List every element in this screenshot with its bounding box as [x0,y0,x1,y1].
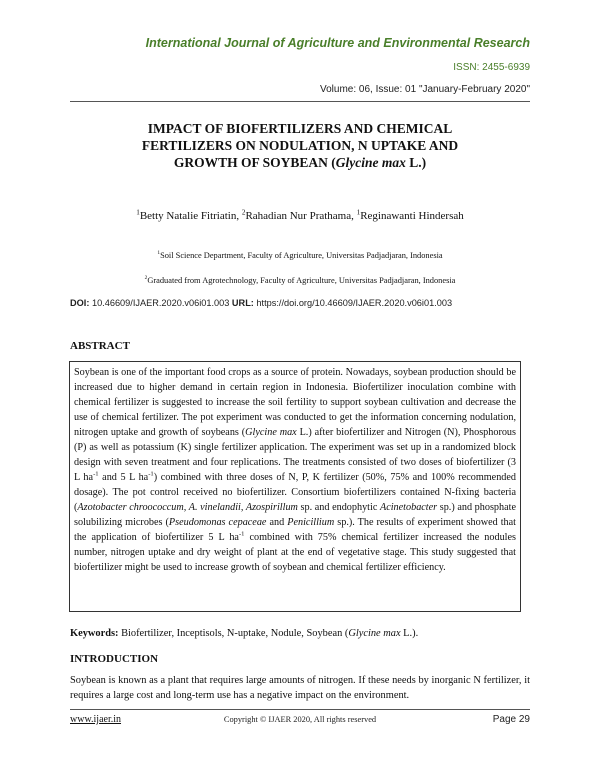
abstract-text: Soybean is one of the important food crops as a source of protein. Nowadays, soybean production should be increased due to higher demand in certain region in Indonesia. Biofertilizer inoculation combine with chemical fertilizer is suggested to increase the soil fertility to support soybean cultivation and decrease the use of chemical fertilizer. The pot experiment was conducted to get the information concerning nodulation, nitrogen uptake and growth of soybeans ( [74,367,516,438]
authors [70,210,530,222]
header-divider [70,101,530,102]
abstract-text: and 5 L ha [98,472,149,483]
author-sup: 1 [136,208,140,217]
abstract-heading: ABSTRACT [70,340,130,352]
introduction-text: Soybean is known as a plant that requires large amounts of nitrogen. If these needs by inorganic N fertilizer, it requires a large cost and long-term use has a negative impact on the environment. [70,675,530,701]
abstract-text: sp. and endophytic [297,502,380,513]
abstract-species: Acinetobacter [379,502,438,513]
title-line-1: IMPACT OF BIOFERTILIZERS AND CHEMICAL [147,121,453,136]
abstract-text: combined with 75% chemical fertilizer increased the nodules number, nitrogen uptake and dry weight of plant at the end of vegetative stage. This study suggested that biofertilizer might be used to increase growth of soybean and chemical fertilizer efficiency. [74,532,516,573]
affiliation-sup: 1 [157,250,161,257]
keywords-label: Keywords: [70,628,119,639]
doi-label: DOI: [70,298,90,308]
abstract-sup: -1 [238,530,245,538]
article-title [100,120,500,171]
website-link[interactable]: www.ijaer.in [70,714,122,725]
abstract-sup: -1 [148,470,154,478]
abstract-text: sp.) and phosphate solubilizing microbes ( [74,502,516,528]
abstract-species: Azotobacter chroococcum, A. vinelandii, Azospirillum [77,502,298,513]
affiliation-sup: 2 [144,275,148,282]
copyright: Copyright © IJAER 2020, All rights reserved [223,715,377,724]
journal-name: International Journal of Agriculture and Environmental Research [145,36,530,50]
abstract-text: and [266,517,288,528]
url-value[interactable]: https://doi.org/10.46609/IJAER.2020.v06i01.003 [253,298,453,308]
author-sup: 1 [356,208,361,217]
title-line-3: GROWTH OF SOYBEAN ( [173,155,336,170]
author-name: Betty Natalie Fitriatin, [139,210,242,222]
affiliation-2 [70,276,530,285]
introduction-heading: INTRODUCTION [70,653,159,665]
volume-issue: Volume: 06, Issue: 01 "January-February 2020" [320,84,530,95]
abstract-text: L.) after biofertilizer and Nitrogen (N), Phosphorous (P) as well as potassium (K) single fertilizer application. The experiment was set up in a randomized block design with seven treatment and four replications. The treatments consisted of two doses of biofertilizer (3 L ha [74,427,516,483]
keywords-species: Glycine max [348,628,401,639]
affiliation-1 [70,251,530,260]
keywords-text: Biofertilizer, Inceptisols, N-uptake, Nodule, Soybean ( [118,628,349,639]
affiliation-text: Soil Science Department, Faculty of Agriculture, Universitas Padjadjaran, Indonesia [160,251,443,260]
doi-value[interactable]: 10.46609/IJAER.2020.v06i01.003 [89,298,232,308]
doi-line [70,298,452,308]
abstract-species: Penicillium [287,517,335,528]
abstract-sup: -1 [93,470,99,478]
title-line-3-end: L.) [405,155,427,170]
author-sup: 2 [241,208,246,217]
issn: ISSN: 2455-6939 [453,62,530,73]
footer-divider [70,709,530,710]
page-number: Page 29 [492,714,530,725]
affiliation-text: Graduated from Agrotechnology, Faculty of Agriculture, Universitas Padjadjaran, Indonesia [147,276,456,285]
abstract-box [69,361,521,612]
keywords [70,628,530,639]
title-species: Glycine max [335,155,406,170]
abstract-text: ) combined with three doses of N, P, K fertilizer (50%, 75% and 100% recommended dosage). The pot control received no biofertilizer. Consortium biofertilizers contained N-fixing bacteria ( [74,472,517,513]
title-line-2: FERTILIZERS ON NODULATION, N UPTAKE AND [141,138,459,153]
abstract-text: sp.). The results of experiment showed that the application of biofertilizer 5 L ha [74,517,516,543]
abstract-species: Glycine max [245,427,297,438]
url-label: URL: [231,298,254,308]
author-name: Rahadian Nur Prathama, [245,210,357,222]
keywords-end: L.). [400,628,419,639]
abstract-species: Pseudomonas cepaceae [168,517,267,528]
author-name: Reginawanti Hindersah [360,210,464,222]
